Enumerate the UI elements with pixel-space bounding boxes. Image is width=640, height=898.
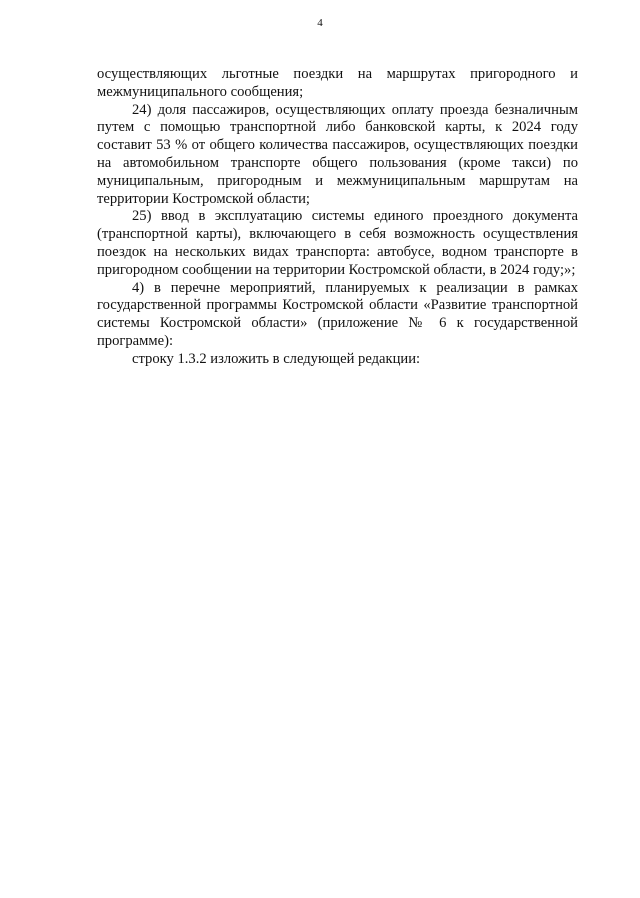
paragraph-item-24: 24) доля пассажиров, осуществляющих оплату проезда безналичным путем с помощью транспортной либо банковской карты, к 2024 году составит 53 % от общего количества пассажиров, осуществляющих поездки на автомобильном транспорте общего пользования (кроме такси) по муниципальным, пригородным и межмуниципальным маршрутам на территории Костромской области; [97,101,578,207]
paragraph-continuation: осуществляющих льготные поездки на маршрутах пригородного и межмуниципального сообщения; [97,66,578,100]
paragraph-item-25: 25) ввод в эксплуатацию системы единого проездного документа (транспортной карты), включающего в себя возможность осуществления поездок на нескольких видах транспорта: автобусе, водном транспорте в пригородном сообщении на территории Костромской области, в 2024 году;»; [97,208,578,278]
paragraph-instruction: строку 1.3.2 изложить в следующей редакции: [132,350,421,367]
page-number: 4 [317,17,323,29]
document-body [97,66,578,369]
paragraph-item-4: 4) в перечне мероприятий, планируемых к реализации в рамках государственной программы Костромской области «Развитие транспортной системы Костромской области» (приложение № 6 к государственной программе): [97,279,578,349]
